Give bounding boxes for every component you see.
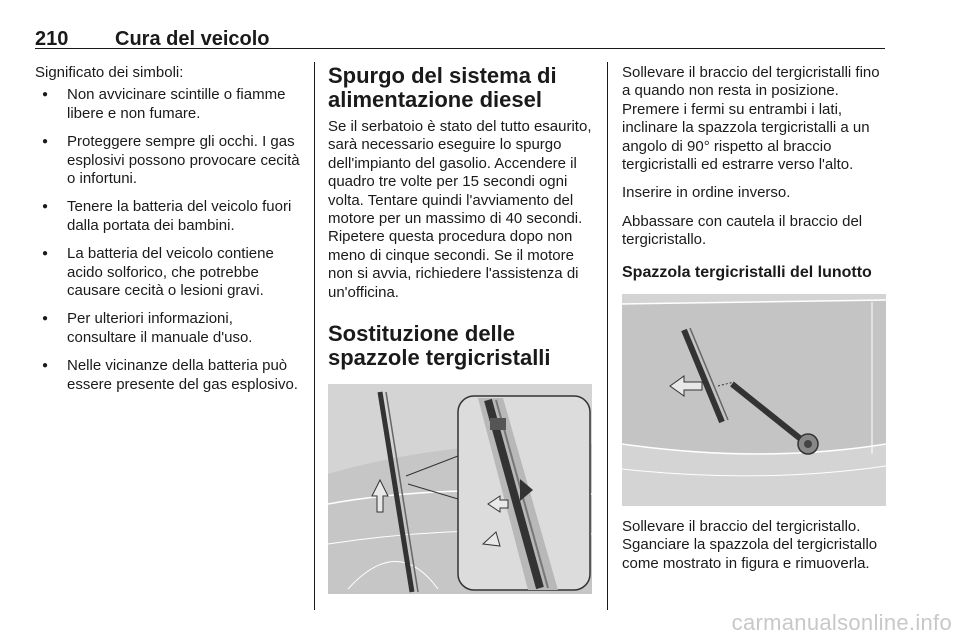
column-left <box>35 64 303 404</box>
column-divider <box>314 62 315 610</box>
lower-arm-paragraph: Abbassare con cautela il braccio del tergicristallo. <box>622 212 863 249</box>
list-item: ● Nelle vicinanze della batteria può essere presente del gas esplosivo. <box>35 357 303 394</box>
section-heading-wiper-replacement: Sostituzione delle spazzole tergicristalli <box>328 321 551 371</box>
page-number: 210 <box>35 28 69 50</box>
watermark: carmanualsonline.info <box>731 610 952 635</box>
list-item: ● Tenere la batteria del veicolo fuori dalla portata dei bambini. <box>35 198 303 235</box>
safety-bullet-list <box>35 86 303 394</box>
wiper-removal-paragraph: Sollevare il braccio del tergicristalli fino a quando non resta in posizione. Premere i fermi su entrambi i lati, inclinare la spazzola tergicristalli a un angolo di 90° rispetto al braccio tergicristalli ed estrarre verso l'alto. <box>622 64 880 174</box>
rear-wiper-paragraph: Sollevare il braccio del tergicristallo. Sganciare la spazzola del tergicristallo come mostrato in figura e rimuoverla. <box>622 518 878 572</box>
subheading-rear-wiper: Spazzola tergicristalli del lunotto <box>622 263 872 281</box>
diesel-bleed-paragraph: Se il serbatoio è stato del tutto esaurito, sarà necessario eseguire lo spurgo dell'impianto del gasolio. Accendere il quadro tre volte per 15 secondi ogni volta. Tentare quindi l'avviamento del motore per un massimo di 40 secondi. Ripetere questa procedura dopo non meno di cinque secondi. Se il motore non si avvia, richiedere l'assistenza di un'officina. <box>328 118 592 301</box>
running-title: Cura del veicolo <box>115 28 270 50</box>
list-item: ● Proteggere sempre gli occhi. I gas esplosivi possono provocare cecità o infortuni. <box>35 133 303 188</box>
list-item: ● Non avvicinare scintille o fiamme libere e non fumare. <box>35 86 303 123</box>
list-item: ● Per ulteriori informazioni, consultare il manuale d'uso. <box>35 310 303 347</box>
column-middle <box>328 64 593 594</box>
symbols-intro: Significato dei simboli: <box>35 64 184 81</box>
page-header <box>35 26 885 49</box>
list-item: ● La batteria del veicolo contiene acido solforico, che potrebbe causare cecità o lesioni gravi. <box>35 245 303 300</box>
column-right <box>622 64 888 583</box>
windscreen-wiper-figure <box>328 384 592 594</box>
rear-wiper-figure <box>622 294 886 506</box>
section-heading-diesel-bleed: Spurgo del sistema di alimentazione diesel <box>328 63 557 112</box>
reinstall-paragraph: Inserire in ordine inverso. <box>622 184 791 202</box>
column-divider <box>607 62 608 610</box>
